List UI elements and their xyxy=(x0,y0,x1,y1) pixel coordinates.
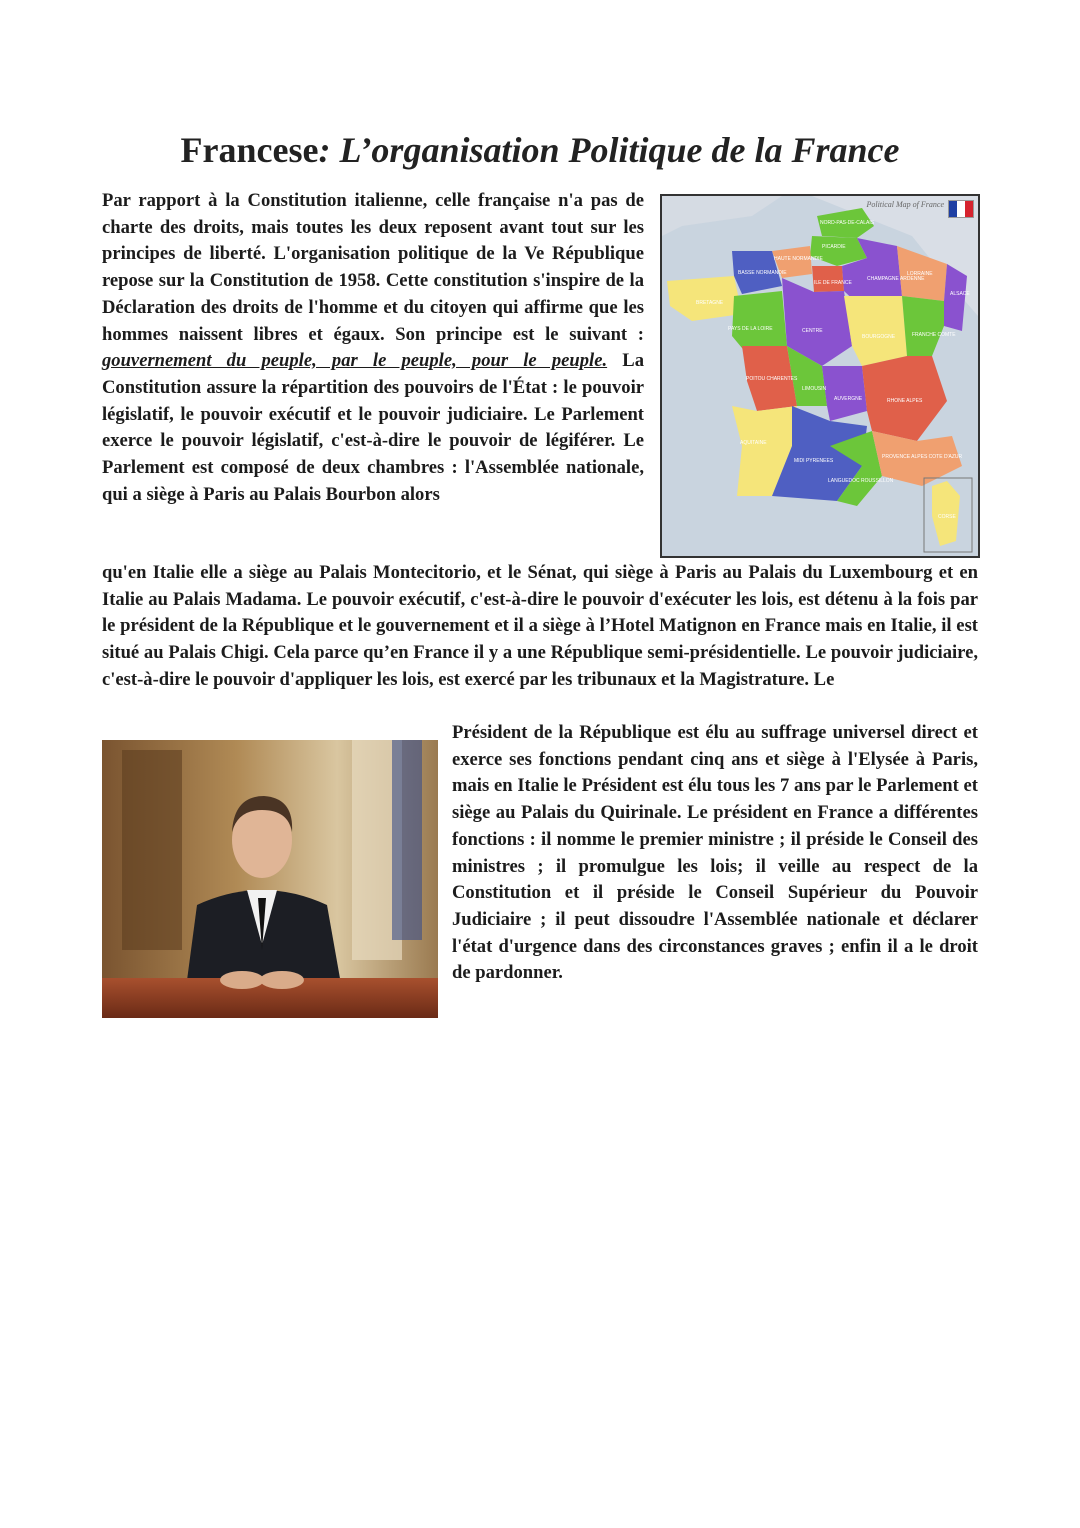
map-region-auvergne xyxy=(822,366,867,421)
president-photo xyxy=(102,740,438,1018)
map-label-poitou: POITOU CHARENTES xyxy=(746,376,798,382)
photo-wall-panel xyxy=(122,750,182,950)
map-label-haute-normandie: HAUTE NORMANDIE xyxy=(774,256,823,262)
map-label-picardie: PICARDIE xyxy=(822,244,846,250)
paragraph-1-text-end: La Constitution assure la répartition des pouvoirs de l'État : le pouvoir législatif, le pouvoir exécutif et le pouvoir judiciaire. Le Parlement exerce le pouvoir législatif, c'est-à-dire le pouvoir de légiférer. Le Parlement est composé de deux chambres : l'Assemblée nationale, qui a siège à Paris au Palais Bourbon alors xyxy=(102,350,644,505)
map-label-paca: PROVENCE ALPES COTE D'AZUR xyxy=(882,454,963,460)
map-label-auvergne: AUVERGNE xyxy=(834,396,863,402)
paragraph-3: Président de la République est élu au suffrage universel direct et exerce ses fonctions pendant cinq ans et siège à l'Elysée à Paris, mais en Italie le Président est élu tous les 7 ans par le Parlement et siège au Palais du Quirinale. Le président en France a différentes fonctions : il nomme le premier ministre ; il préside le Conseil des ministres ; il promulgue les lois; il veille au respect de la Constitution et il préside le Conseil Supérieur du Pouvoir Judiciaire ; il peut dissoudre l'Assemblée nationale et déclarer l'état d'urgence dans des circonstances graves ; enfin il a le droit de pardonner. xyxy=(452,722,978,984)
france-political-map xyxy=(660,194,980,558)
photo-flag xyxy=(392,740,422,940)
map-label-aquitaine: AQUITAINE xyxy=(740,440,767,446)
map-label-ile-de-france: ILE DE FRANCE xyxy=(814,280,852,286)
map-label-alsace: ALSACE xyxy=(950,291,970,297)
map-label-centre: CENTRE xyxy=(802,328,823,334)
title-prefix: Francese xyxy=(180,130,319,170)
map-label-corse: CORSE xyxy=(938,514,956,520)
map-label-languedoc: LANGUEDOC ROUSSILLON xyxy=(828,478,894,484)
paragraph-1 xyxy=(102,188,644,508)
map-graphic xyxy=(662,196,978,556)
flag-red xyxy=(965,201,973,217)
map-label-midi-pyrenees: MIDI PYRENEES xyxy=(794,458,834,464)
paragraph-2: qu'en Italie elle a siège au Palais Montecitorio, et le Sénat, qui siège à Paris au Palais du Luxembourg et en Italie au Palais Madama. Le pouvoir exécutif, c'est-à-dire le pouvoir d'exécuter les lois, est détenu à la fois par le président de la République et le gouvernement et il a siège à l’Hotel Matignon en France mais en Italie, il est situé au Palais Chigi. Cela parce qu’en France il y a une République semi-présidentielle. Le pouvoir judiciaire, c'est-à-dire le pouvoir d'appliquer les lois, est exercé par les tribunaux et la Magistrature. Le xyxy=(102,562,978,690)
map-region-ile-de-france xyxy=(812,266,844,292)
map-label-pays-de-la-loire: PAYS DE LA LOIRE xyxy=(728,326,773,332)
flag-blue xyxy=(949,201,957,217)
photo-graphic xyxy=(102,740,438,1018)
page-title xyxy=(0,128,1080,172)
paragraph-1-emphasis: gouvernement du peuple, par le peuple, pour le peuple. xyxy=(102,350,608,372)
map-label-nord: NORD-PAS-DE-CALAIS xyxy=(820,220,875,226)
title-italic: : L’organisation Politique de la France xyxy=(318,130,900,170)
map-label-bourgogne: BOURGOGNE xyxy=(862,334,896,340)
map-label-limousin: LIMOUSIN xyxy=(802,386,827,392)
paragraph-1-text: Par rapport à la Constitution italienne, celle française n'a pas de charte des droits, mais toutes les deux reposent avant tout sur les principes de liberté. L'organisation politique de la Ve République repose sur la Constitution de 1958. Cette constitution s'inspire de la Déclaration des droits de l'homme et du citoyen qui affirme que les hommes naissent libres et égaux. Son principe est le suivant : xyxy=(102,190,644,345)
map-label-franche-comte: FRANCHE COMTE xyxy=(912,332,956,338)
photo-hands xyxy=(220,971,264,989)
photo-hands-right xyxy=(260,971,304,989)
map-label-champagne: CHAMPAGNE ARDENNE xyxy=(867,276,925,282)
map-label-rhone-alpes: RHONE ALPES xyxy=(887,398,923,404)
flag-white xyxy=(957,201,965,217)
french-flag-icon xyxy=(948,200,974,218)
map-caption: Political Map of France xyxy=(866,200,944,209)
map-label-basse-normandie: BASSE NORMANDIE xyxy=(738,270,787,276)
map-label-bretagne: BRETAGNE xyxy=(696,300,724,306)
map-label-lorraine: LORRAINE xyxy=(907,271,933,277)
